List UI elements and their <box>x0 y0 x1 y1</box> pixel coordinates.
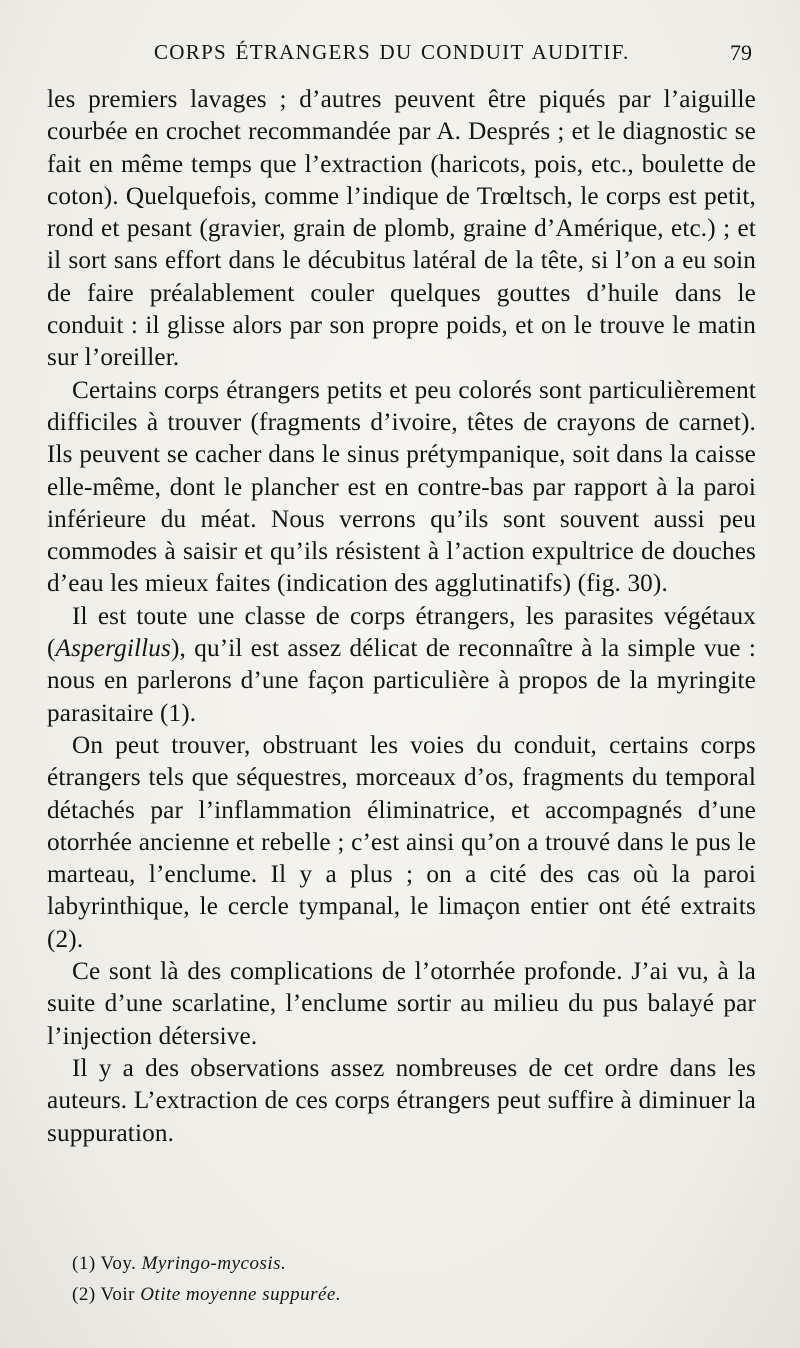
paragraph: Certains corps étrangers petits et peu colorés sont particulièrement difficiles à trouver (fragments d’ivoire, têtes de crayons de carnet). Ils peuvent se cacher dans le sinus prétympanique, soit dans la caisse elle-même, dont le plancher est en contre-bas par rapport à la paroi inférieure du méat. Nous verrons qu’ils sont souvent aussi peu commodes à saisir et qu’ils résistent à l’action expultrice de douches d’eau les mieux faites (indication des agglutinatifs) (fig. 30). <box>47 376 756 598</box>
page-number: 79 <box>730 40 752 65</box>
page-header <box>48 40 752 76</box>
footnote-mark: (1) Voy. <box>72 1253 142 1274</box>
paragraph: On peut trouver, obstruant les voies du conduit, certains corps étrangers tels que séquestres, morceaux d’os, fragments du temporal détachés par l’inflammation éliminatrice, et accompagnés d’une otorrhée ancienne et rebelle ; c’est ainsi qu’on a trouvé dans le pus le marteau, l’enclume. Il y a plus ; on a cité des cas où la paroi labyrinthique, le cercle tympanal, le limaçon entier ont été extraits (2). <box>47 731 756 953</box>
italic-term: Aspergillus <box>55 635 172 663</box>
paragraph: Ce sont là des complications de l’otorrhée profonde. J’ai vu, à la suite d’une scarlatine, l’enclume sortir au milieu du pus balayé par l’injection détersive. <box>47 958 756 1050</box>
paragraph: Il y a des observations assez nombreuses de cet ordre dans les auteurs. L’extraction de ces corps étrangers peut suffire à diminuer la suppuration. <box>47 1054 756 1147</box>
paragraph: les premiers lavages ; d’autres peuvent être piqués par l’aiguille courbée en crochet recommandée par A. Després ; et le diagnostic se fait en même temps que l’extraction (haricots, pois, etc., boulette de coton). Quelquefois, comme l’indique de Trœltsch, le corps est petit, rond et pesant (gravier, grain de plomb, graine d’Amérique, etc.) ; et il sort sans effort dans le décubitus latéral de la tête, si l’on a eu soin de faire préalablement couler quelques gouttes d’huile dans le conduit : il glisse alors par son propre poids, et on le trouve le matin sur l’oreiller. <box>47 86 756 372</box>
footnote-reference: Otite moyenne suppurée. <box>140 1284 342 1305</box>
paragraph: Il est toute une classe de corps étrangers, les parasites végétaux (Aspergillus), qu’il est assez délicat de reconnaître à la simple vue : nous en parlerons d’une façon particulière à propos de la myringite parasitaire (1). <box>47 602 756 727</box>
footnote-mark: (2) Voir <box>72 1284 141 1305</box>
running-title: CORPS ÉTRANGERS DU CONDUIT AUDITIF. <box>154 40 630 64</box>
footnote <box>72 1248 672 1279</box>
footnotes <box>72 1248 672 1310</box>
body-text <box>47 84 756 1150</box>
footnote-reference: Myringo-mycosis. <box>141 1253 287 1274</box>
footnote <box>72 1279 672 1310</box>
